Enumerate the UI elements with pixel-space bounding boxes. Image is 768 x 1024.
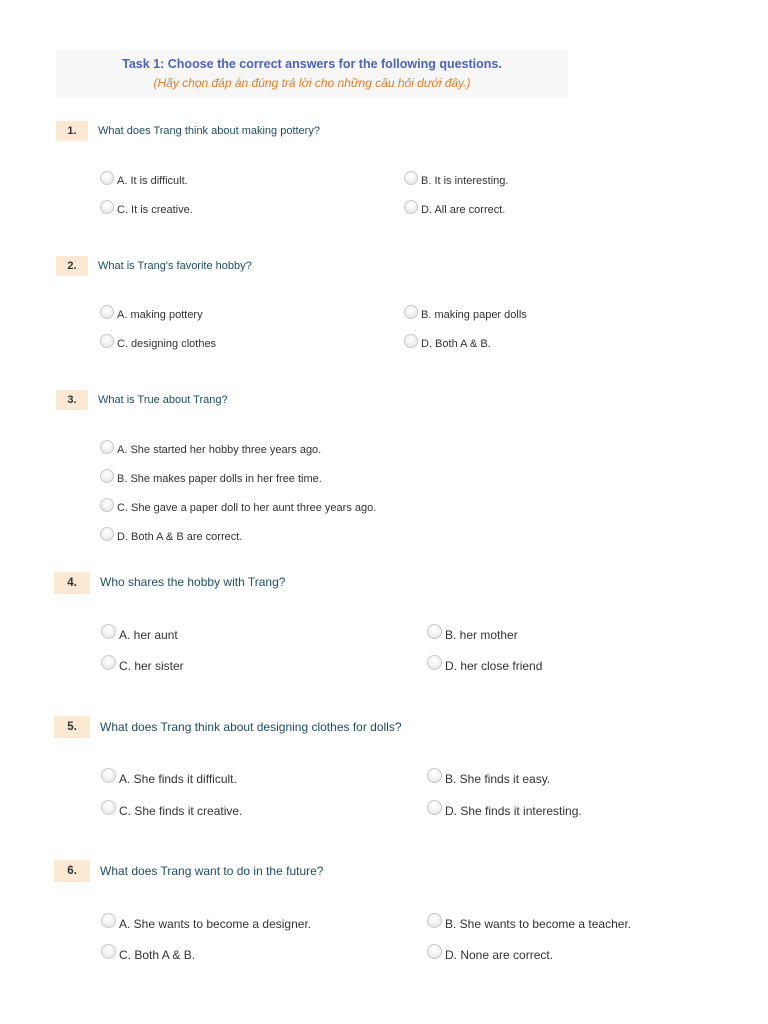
radio-button[interactable] [101,944,116,959]
option-d[interactable] [404,337,491,351]
option-label: C. Both A & B. [119,947,196,962]
radio-button[interactable] [404,305,418,319]
radio-button[interactable] [404,171,418,185]
option-label: C. She finds it creative. [119,803,243,818]
option-label: C. She gave a paper doll to her aunt three years ago. [117,502,377,514]
radio-button[interactable] [427,800,442,815]
option-label: A. her aunt [119,627,178,642]
option-label: C. It is creative. [117,204,193,216]
question-number: 4. [54,572,90,594]
task-title: Task 1: Choose the correct answers for the following questions. [122,57,502,71]
question-text: What is Trang's favorite hobby? [98,260,252,272]
option-label: D. None are correct. [445,947,554,962]
question-text: What does Trang think about making pottery? [98,125,320,137]
radio-button[interactable] [427,944,442,959]
option-label: A. She wants to become a designer. [119,916,312,931]
option-d[interactable] [427,803,582,818]
radio-button[interactable] [101,768,116,783]
radio-button[interactable] [100,305,114,319]
option-a[interactable] [101,771,237,786]
option-label: D. She finds it interesting. [445,803,582,818]
question-text: What is True about Trang? [98,394,228,406]
option-b[interactable] [427,916,631,931]
option-label: A. She started her hobby three years ago. [117,444,322,456]
option-label: D. All are correct. [421,204,506,216]
option-label: D. Both A & B. [421,338,491,350]
option-b[interactable] [427,771,550,786]
question-number: 6. [54,860,90,882]
option-c[interactable] [100,501,376,515]
option-a[interactable] [100,308,203,322]
option-label: B. She wants to become a teacher. [445,916,632,931]
option-label: D. Both A & B are correct. [117,531,243,543]
option-c[interactable] [101,803,242,818]
radio-button[interactable] [404,334,418,348]
radio-button[interactable] [404,200,418,214]
option-b[interactable] [404,174,508,188]
option-b[interactable] [404,308,527,322]
option-d[interactable] [427,947,553,962]
radio-button[interactable] [101,800,116,815]
radio-button[interactable] [101,913,116,928]
question-number: 3. [56,390,88,410]
radio-button[interactable] [100,440,114,454]
question-number: 1. [56,121,88,141]
question-number: 2. [56,256,88,276]
radio-button[interactable] [427,913,442,928]
question-text: Who shares the hobby with Trang? [100,575,286,589]
radio-button[interactable] [101,624,116,639]
radio-button[interactable] [100,498,114,512]
option-a[interactable] [100,174,188,188]
option-label: A. making pottery [117,309,203,321]
option-c[interactable] [100,337,216,351]
question-number: 5. [54,716,90,738]
option-label: A. It is difficult. [117,175,188,187]
radio-button[interactable] [427,655,442,670]
option-a[interactable] [100,443,321,457]
task-subtitle: (Hãy chọn đáp án đúng trả lời cho những câu hỏi dưới đây.) [153,76,471,90]
radio-button[interactable] [427,768,442,783]
radio-button[interactable] [427,624,442,639]
radio-button[interactable] [101,655,116,670]
option-label: C. her sister [119,658,184,673]
option-b[interactable] [427,627,518,642]
option-label: D. her close friend [445,658,543,673]
option-c[interactable] [101,947,195,962]
radio-button[interactable] [100,527,114,541]
option-d[interactable] [404,203,505,217]
option-a[interactable] [101,627,178,642]
radio-button[interactable] [100,171,114,185]
task-header [56,50,568,98]
question-text: What does Trang think about designing clothes for dolls? [100,720,402,734]
option-b[interactable] [100,472,322,486]
option-label: B. her mother [445,627,518,642]
option-a[interactable] [101,916,311,931]
option-d[interactable] [427,658,542,673]
radio-button[interactable] [100,200,114,214]
option-label: B. She finds it easy. [445,771,551,786]
option-label: B. making paper dolls [421,309,527,321]
question-text: What does Trang want to do in the future? [100,864,324,878]
option-d[interactable] [100,530,242,544]
radio-button[interactable] [100,334,114,348]
option-label: A. She finds it difficult. [119,771,237,786]
option-label: B. It is interesting. [421,175,509,187]
option-c[interactable] [100,203,193,217]
radio-button[interactable] [100,469,114,483]
option-c[interactable] [101,658,184,673]
option-label: B. She makes paper dolls in her free time. [117,473,322,485]
option-label: C. designing clothes [117,338,217,350]
